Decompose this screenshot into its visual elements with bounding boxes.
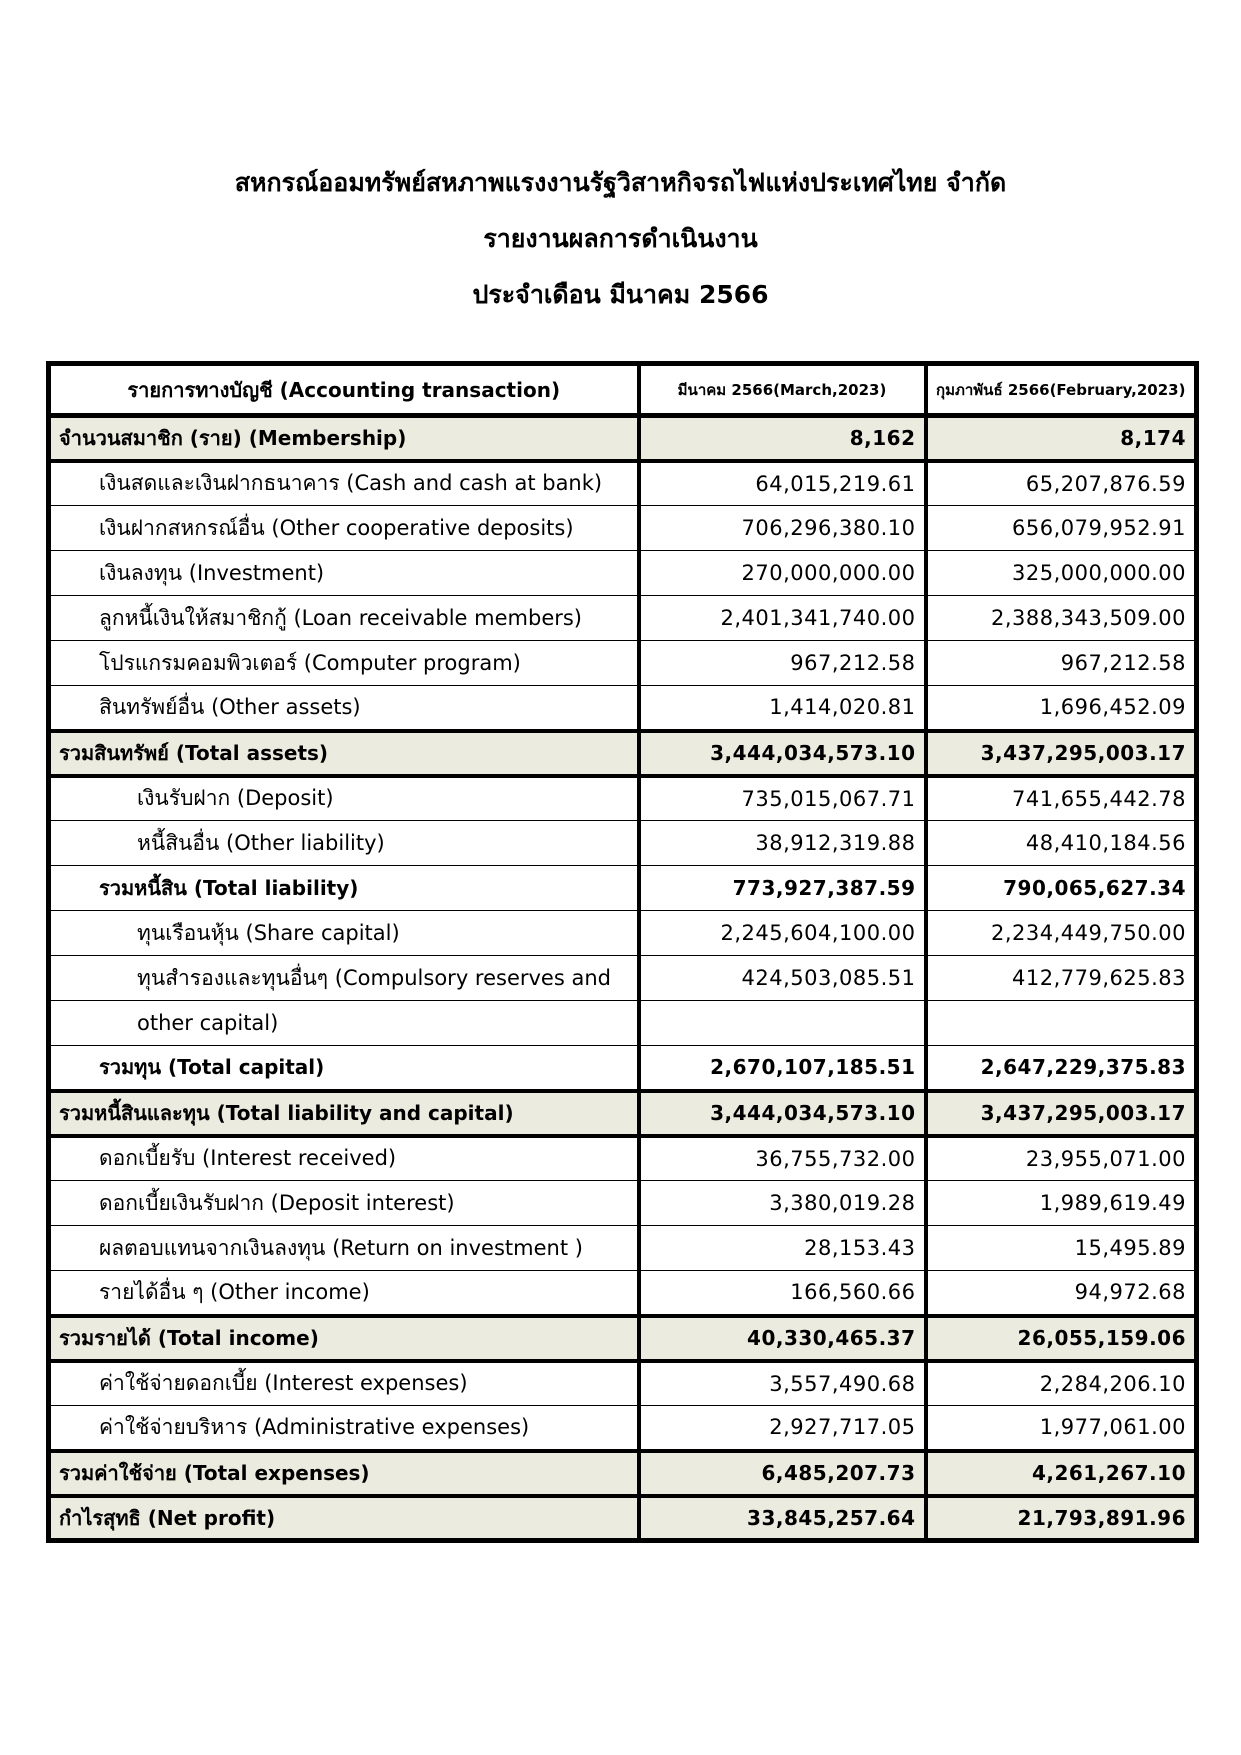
row-value-previous: 65,207,876.59 — [926, 461, 1197, 506]
row-value-previous: 3,437,295,003.17 — [926, 731, 1197, 776]
table-row — [49, 911, 1197, 956]
row-label: other capital) — [49, 1001, 639, 1046]
row-value-previous: 23,955,071.00 — [926, 1136, 1197, 1181]
table-row — [49, 1001, 1197, 1046]
table-header-row — [49, 364, 1197, 416]
row-value-previous: 48,410,184.56 — [926, 821, 1197, 866]
row-value-previous: 741,655,442.78 — [926, 776, 1197, 821]
row-value-current: 773,927,387.59 — [639, 866, 926, 911]
table-row — [49, 1271, 1197, 1316]
report-period: ประจำเดือน มีนาคม 2566 — [472, 280, 769, 309]
row-value-current: 2,401,341,740.00 — [639, 596, 926, 641]
table-row — [49, 1316, 1197, 1361]
report-title: รายงานผลการดำเนินงาน — [483, 224, 758, 253]
row-value-previous: 967,212.58 — [926, 641, 1197, 686]
row-value-previous: 1,977,061.00 — [926, 1406, 1197, 1451]
column-header-current-month: มีนาคม 2566(March,2023) — [639, 364, 926, 416]
row-value-previous: 15,495.89 — [926, 1226, 1197, 1271]
row-value-current — [639, 1001, 926, 1046]
row-label: กำไรสุทธิ (Net profit) — [49, 1496, 639, 1541]
row-label: หนี้สินอื่น (Other liability) — [49, 821, 639, 866]
row-value-current: 2,245,604,100.00 — [639, 911, 926, 956]
table-row — [49, 1181, 1197, 1226]
row-value-previous: 21,793,891.96 — [926, 1496, 1197, 1541]
row-value-previous: 94,972.68 — [926, 1271, 1197, 1316]
table-row — [49, 1136, 1197, 1181]
table-row — [49, 461, 1197, 506]
table-row — [49, 1226, 1197, 1271]
row-value-previous: 412,779,625.83 — [926, 956, 1197, 1001]
row-value-previous: 1,696,452.09 — [926, 686, 1197, 731]
row-label: ทุนเรือนหุ้น (Share capital) — [49, 911, 639, 956]
row-label: โปรแกรมคอมพิวเตอร์ (Computer program) — [49, 641, 639, 686]
row-label: รวมค่าใช้จ่าย (Total expenses) — [49, 1451, 639, 1496]
table-row — [49, 686, 1197, 731]
table-row — [49, 416, 1197, 461]
row-value-current: 40,330,465.37 — [639, 1316, 926, 1361]
row-label: จำนวนสมาชิก (ราย) (Membership) — [49, 416, 639, 461]
table-row — [49, 1361, 1197, 1406]
table-row — [49, 1091, 1197, 1136]
row-label: รวมสินทรัพย์ (Total assets) — [49, 731, 639, 776]
row-value-previous: 2,284,206.10 — [926, 1361, 1197, 1406]
row-value-current: 2,927,717.05 — [639, 1406, 926, 1451]
row-value-current: 38,912,319.88 — [639, 821, 926, 866]
row-label: สินทรัพย์อื่น (Other assets) — [49, 686, 639, 731]
row-label: รวมทุน (Total capital) — [49, 1046, 639, 1091]
row-value-previous: 2,388,343,509.00 — [926, 596, 1197, 641]
document-header — [0, 155, 1241, 323]
table-row — [49, 776, 1197, 821]
row-value-previous: 1,989,619.49 — [926, 1181, 1197, 1226]
row-value-current: 3,557,490.68 — [639, 1361, 926, 1406]
row-value-previous: 8,174 — [926, 416, 1197, 461]
row-label: เงินลงทุน (Investment) — [49, 551, 639, 596]
table-row — [49, 1496, 1197, 1541]
row-value-current: 424,503,085.51 — [639, 956, 926, 1001]
row-label: รวมหนี้สิน (Total liability) — [49, 866, 639, 911]
row-value-previous: 2,647,229,375.83 — [926, 1046, 1197, 1091]
row-value-current: 6,485,207.73 — [639, 1451, 926, 1496]
row-value-current: 3,444,034,573.10 — [639, 1091, 926, 1136]
row-value-previous: 656,079,952.91 — [926, 506, 1197, 551]
row-label: ลูกหนี้เงินให้สมาชิกกู้ (Loan receivable members) — [49, 596, 639, 641]
row-value-previous: 4,261,267.10 — [926, 1451, 1197, 1496]
row-label: ผลตอบแทนจากเงินลงทุน (Return on investment ) — [49, 1226, 639, 1271]
row-value-previous: 26,055,159.06 — [926, 1316, 1197, 1361]
column-header-description: รายการทางบัญชี (Accounting transaction) — [49, 364, 639, 416]
row-value-current: 3,444,034,573.10 — [639, 731, 926, 776]
row-label: รวมรายได้ (Total income) — [49, 1316, 639, 1361]
table-row — [49, 1046, 1197, 1091]
table-row — [49, 866, 1197, 911]
row-value-current: 28,153.43 — [639, 1226, 926, 1271]
row-label: เงินฝากสหกรณ์อื่น (Other cooperative deposits) — [49, 506, 639, 551]
row-value-previous: 3,437,295,003.17 — [926, 1091, 1197, 1136]
row-label: เงินสดและเงินฝากธนาคาร (Cash and cash at bank) — [49, 461, 639, 506]
table-row — [49, 551, 1197, 596]
row-label: รวมหนี้สินและทุน (Total liability and capital) — [49, 1091, 639, 1136]
row-label: ดอกเบี้ยรับ (Interest received) — [49, 1136, 639, 1181]
table-row — [49, 956, 1197, 1001]
column-header-previous-month: กุมภาพันธ์ 2566(February,2023) — [926, 364, 1197, 416]
row-value-previous: 790,065,627.34 — [926, 866, 1197, 911]
table-row — [49, 596, 1197, 641]
table-row — [49, 821, 1197, 866]
row-value-previous — [926, 1001, 1197, 1046]
row-label: เงินรับฝาก (Deposit) — [49, 776, 639, 821]
row-label: ค่าใช้จ่ายบริหาร (Administrative expenses) — [49, 1406, 639, 1451]
row-value-current: 967,212.58 — [639, 641, 926, 686]
row-label: ค่าใช้จ่ายดอกเบี้ย (Interest expenses) — [49, 1361, 639, 1406]
row-value-current: 166,560.66 — [639, 1271, 926, 1316]
row-value-current: 270,000,000.00 — [639, 551, 926, 596]
row-value-current: 706,296,380.10 — [639, 506, 926, 551]
table-row — [49, 506, 1197, 551]
row-value-current: 735,015,067.71 — [639, 776, 926, 821]
table-row — [49, 1451, 1197, 1496]
row-label: ดอกเบี้ยเงินรับฝาก (Deposit interest) — [49, 1181, 639, 1226]
row-value-current: 1,414,020.81 — [639, 686, 926, 731]
row-value-previous: 325,000,000.00 — [926, 551, 1197, 596]
table-row — [49, 641, 1197, 686]
row-label: รายได้อื่น ๆ (Other income) — [49, 1271, 639, 1316]
row-value-previous: 2,234,449,750.00 — [926, 911, 1197, 956]
row-value-current: 3,380,019.28 — [639, 1181, 926, 1226]
table-row — [49, 1406, 1197, 1451]
table-row — [49, 731, 1197, 776]
row-value-current: 36,755,732.00 — [639, 1136, 926, 1181]
row-value-current: 2,670,107,185.51 — [639, 1046, 926, 1091]
organization-name: สหกรณ์ออมทรัพย์สหภาพแรงงานรัฐวิสาหกิจรถไฟแห่งประเทศไทย จำกัด — [234, 168, 1007, 197]
row-value-current: 8,162 — [639, 416, 926, 461]
row-value-current: 33,845,257.64 — [639, 1496, 926, 1541]
row-value-current: 64,015,219.61 — [639, 461, 926, 506]
financial-report-table — [46, 361, 1199, 1543]
row-label: ทุนสำรองและทุนอื่นๆ (Compulsory reserves and — [49, 956, 639, 1001]
